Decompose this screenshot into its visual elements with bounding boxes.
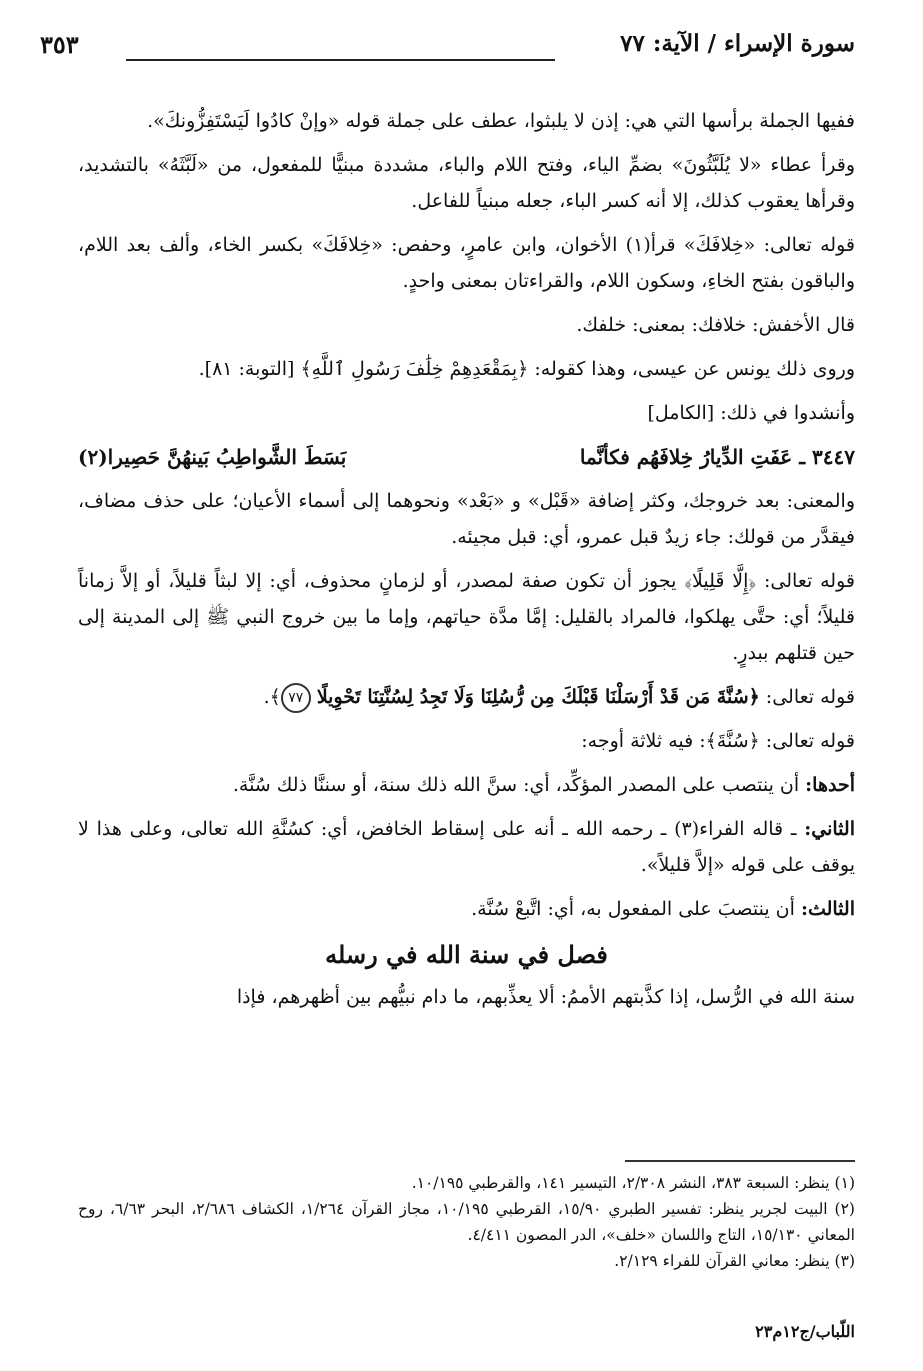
aspect-text: أن ينتصبَ على المفعول به، أي: اتَّبعْ سُنَّة. <box>471 898 801 920</box>
verse-suffix: ﴾. <box>263 686 281 708</box>
signature-mark: اللّباب/ج١٢م٢٣ <box>755 1322 855 1341</box>
aspect-text: ـ قاله الفراء(٣) ـ رحمه الله ـ أنه على إسقاط الخافض، أي: كسُنَّةِ الله تعالى، وعلى هذا لا يوقف على قوله «إلاَّ قليلاً». <box>78 818 855 876</box>
aspect-paragraph <box>78 891 855 927</box>
main-text <box>78 103 855 1023</box>
paragraph: قوله تعالى: «خِلافَكَ» قرأ(١) الأخوان، وابن عامرٍ، وحفص: «خِلافَكَ» بكسر الخاء، وألف بعد اللام، والباقون بفتح الخاءِ، وسكون اللام، والقراءتان بمعنى واحدٍ. <box>78 234 855 292</box>
footnote-rule <box>625 1160 855 1162</box>
poem-second-hemistich: بَسَطَ الشَّواطِبُ بَينهُنَّ حَصِيرا(٢) <box>78 445 347 469</box>
header-rule <box>126 59 555 61</box>
footnote: (١) ينظر: السبعة ٣٨٣، النشر ٢/٣٠٨، التيسير ١٤١، والقرطبي ١٠/١٩٥. <box>411 1174 855 1192</box>
running-title: سورة الإسراء / الآية: ٧٧ <box>620 30 855 57</box>
paragraph: ففيها الجملة برأسها التي هي: إذن لا يلبثوا، عطف على جملة قوله «وإنْ كادُوا لَيَسْتَفِزُّونكَ». <box>147 110 855 132</box>
footnotes <box>78 1170 855 1274</box>
page-number: ٣٥٣ <box>40 30 79 59</box>
footnote: (٣) ينظر: معاني القرآن للفراء ٢/١٢٩. <box>614 1252 855 1270</box>
paragraph: قوله تعالى: ﴿سُنَّةَ﴾: فيه ثلاثة أوجه: <box>581 730 855 752</box>
poem-first-hemistich: ٣٤٤٧ ـ عَفَتِ الدِّيارُ خِلافَهُم فكأنَّما <box>579 445 855 469</box>
paragraph: قوله تعالى: ﴿إِلَّا قَلِيلًا﴾ يجوز أن تكون صفة لمصدر، أو لزمانٍ محذوف، أي: إلا لبثاً قليلاً، أو إلاَّ زماناً قليلاً؛ أي: حتَّى يهلكوا، فالمراد بالقليل: إمَّا مدَّة حياتهم، وإما ما بين خروج النبي ﷺ إلى المدينة إلى حين قتلهم ببدرٍ. <box>78 570 855 664</box>
footnote: (٢) البيت لجرير ينظر: تفسير الطبري ١٥/٩٠، القرطبي ١٠/١٩٥، مجاز القرآن ١/٢٦٤، الكشاف ٢/٦٨٦، البحر ٦/٦٣، روح المعاني ١٥/١٣٠، التاج واللسان «خلف»، الدر المصون ٤/٤١١. <box>78 1200 855 1244</box>
aspect-paragraph <box>78 811 855 883</box>
aspect-label: الثالث: <box>800 898 855 920</box>
paragraph: وروى ذلك يونس عن عيسى، وهذا كقوله: ﴿بِمَقْعَدِهِمْ خِلَٰفَ رَسُولِ ٱللَّهِ﴾ [التوبة: ٨١]. <box>198 358 855 380</box>
verse-number-medallion: ٧٧ <box>281 683 311 713</box>
poem-verse <box>78 439 855 475</box>
quran-verse-line <box>78 679 855 715</box>
paragraph: والمعنى: بعد خروجك، وكثر إضافة «قَبْل» و «بَعْد» ونحوهما إلى أسماء الأعيان؛ على حذف مضاف، فيقدَّر من قولك: جاء زيدٌ قبل عمرو، أي: قبل مجيئه. <box>78 490 855 548</box>
verse-prefix: قوله تعالى: <box>759 686 855 708</box>
aspect-label: أحدها: <box>805 774 855 796</box>
section-heading: فصل في سنة الله في رسله <box>325 940 608 969</box>
aspect-label: الثاني: <box>804 818 855 840</box>
verse-text: ﴿سُنَّةَ مَن قَدْ أَرْسَلْنَا قَبْلَكَ مِن رُّسُلِنَا وَلَا تَجِدُ لِسُنَّتِنَا تَحْوِيلًا <box>316 686 760 708</box>
paragraph: وقرأ عطاء «لا يُلَبَّثُونَ» بضمِّ الياء، وفتح اللام والباء، مشددة مبنيًّا للمفعول، من «لَبَّثَهُ» بالتشديد، وقرأها يعقوب كذلك، إلا أنه كسر الباء، جعله مبنياً للفاعل. <box>78 154 855 212</box>
paragraph: وأنشدوا في ذلك: [الكامل] <box>647 402 855 424</box>
aspect-paragraph <box>78 767 855 803</box>
aspect-text: أن ينتصب على المصدر المؤكِّد، أي: سنَّ الله ذلك سنة، أو سننَّا ذلك سُنَّة. <box>232 774 806 796</box>
section-paragraph: سنة الله في الرُّسل، إذا كذَّبتهم الأممُ: ألا يعذِّبهم، ما دام نبيُّهم بين أظهرهم، فإذا <box>236 986 855 1008</box>
paragraph: قال الأخفش: خلافك: بمعنى: خلفك. <box>576 314 855 336</box>
running-header <box>40 30 855 76</box>
